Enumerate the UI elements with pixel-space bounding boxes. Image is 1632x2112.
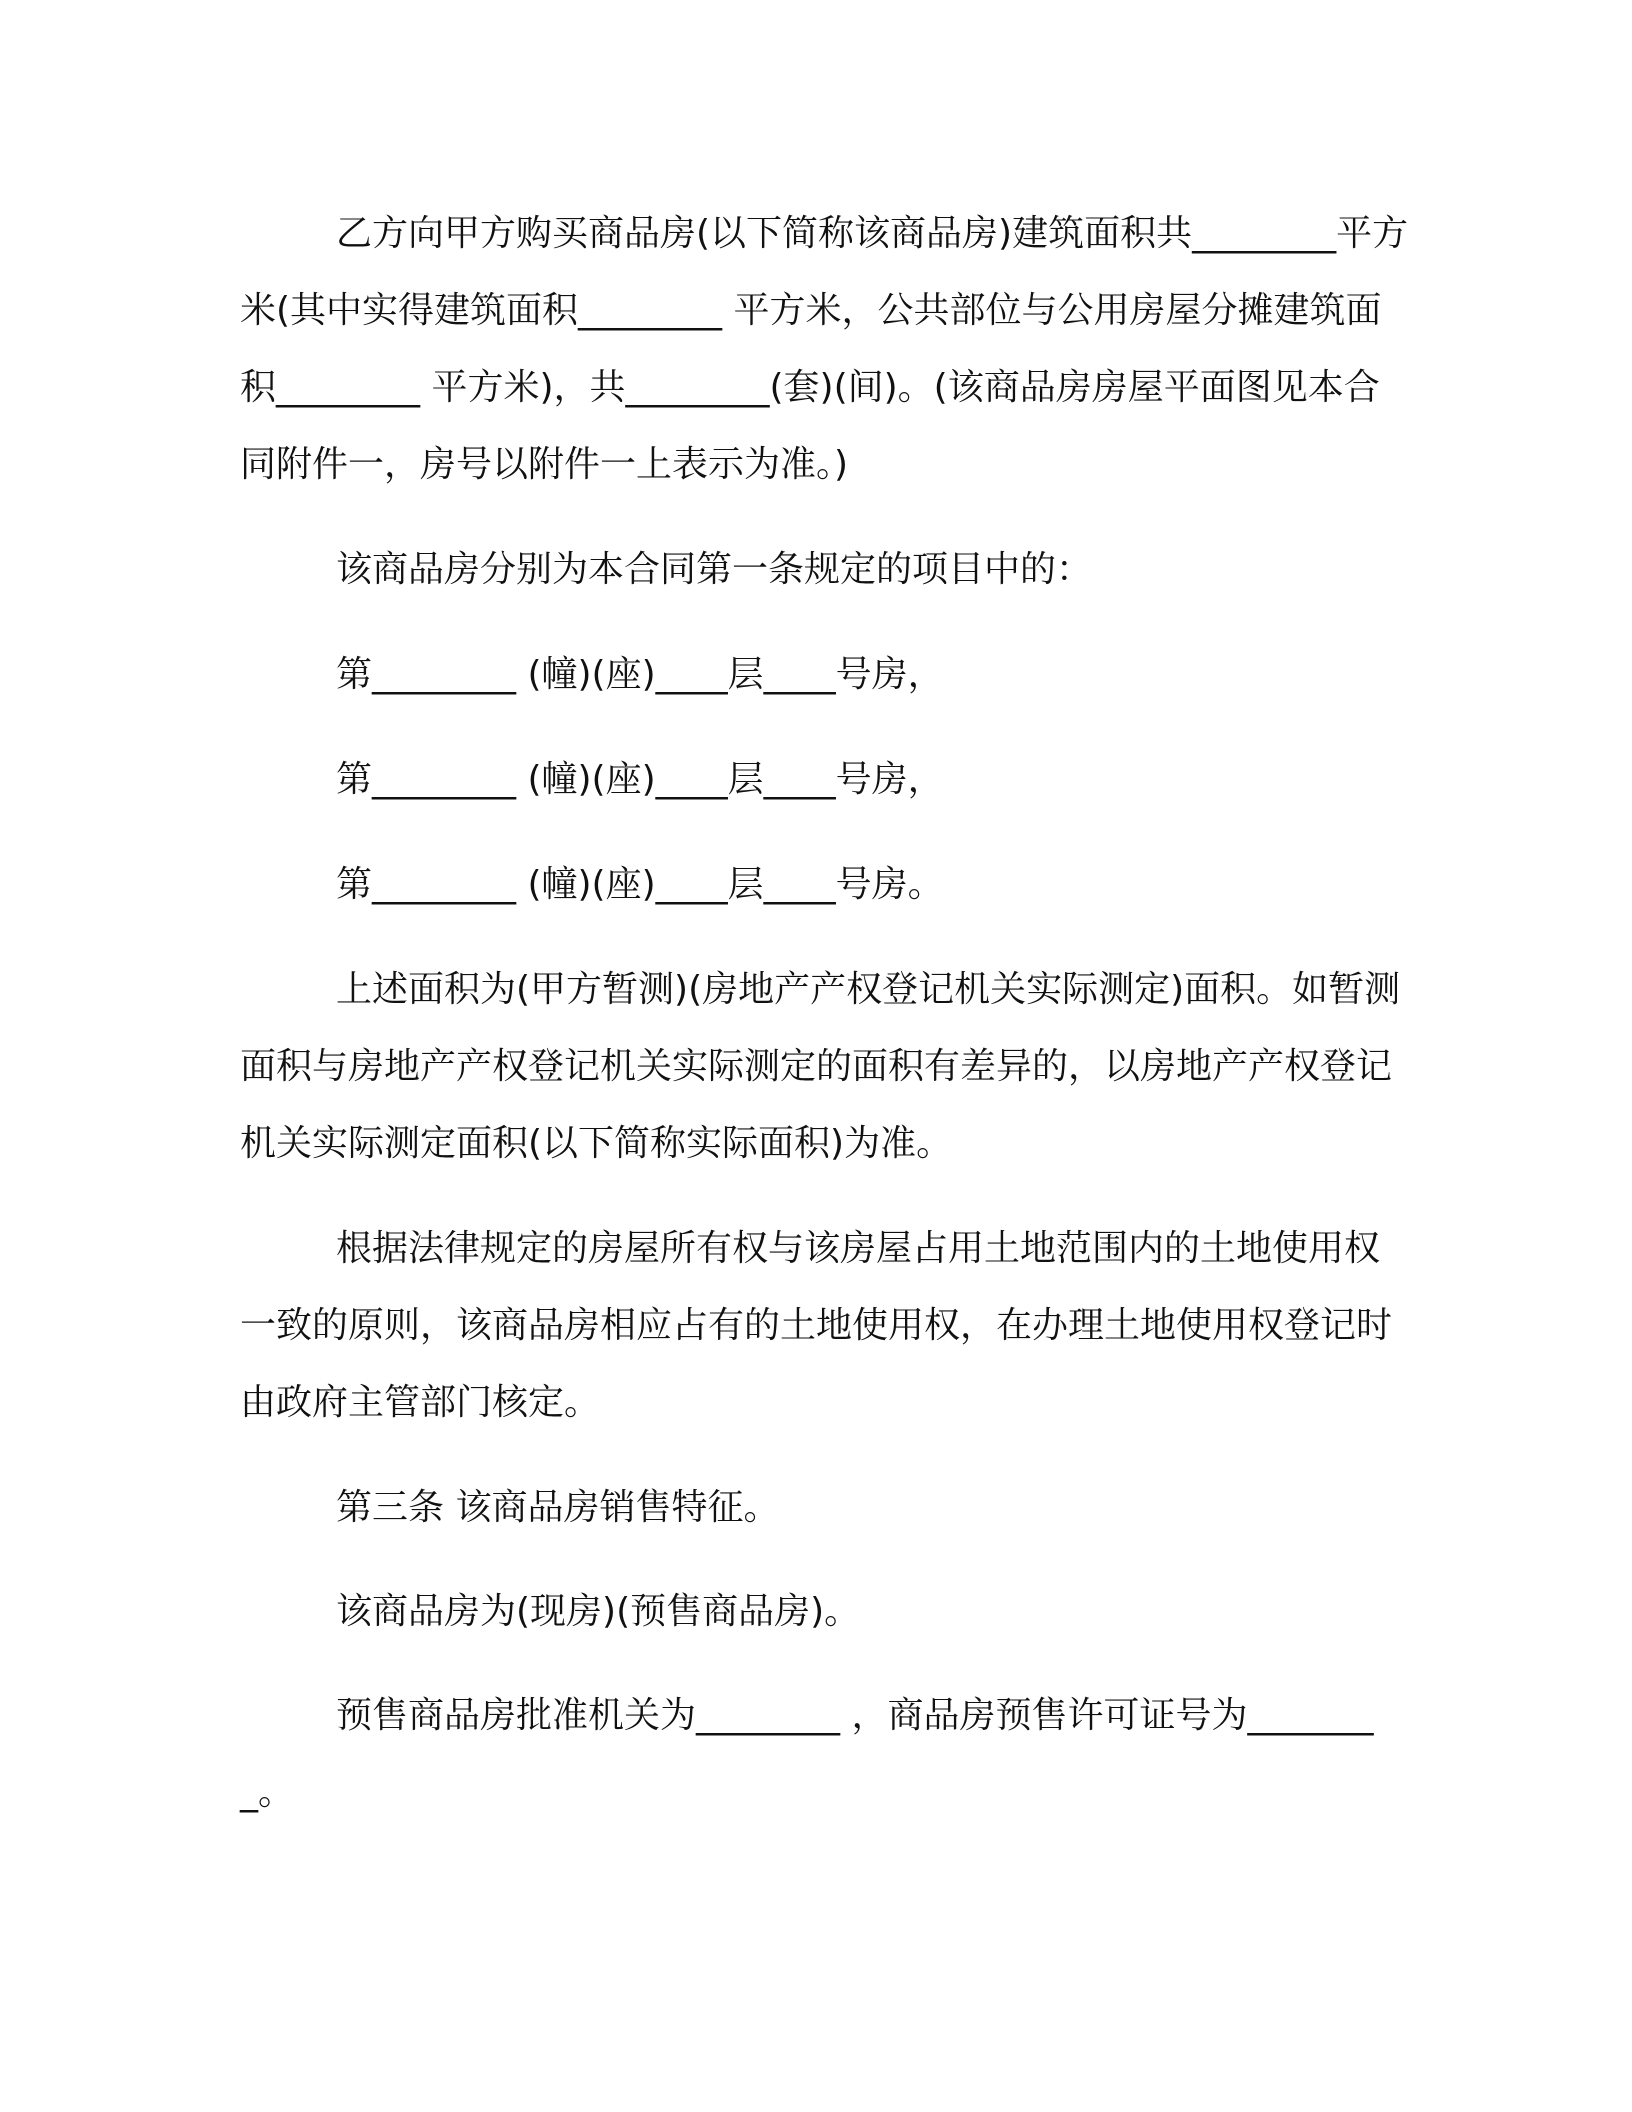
paragraph-unit-1: 第________ (幢)(座)____层____号房， <box>336 654 944 695</box>
paragraph-sale-type: 该商品房为(现房)(预售商品房)。 <box>336 1591 861 1632</box>
paragraph-land-use-rights: 根据法律规定的房屋所有权与该房屋占用土地范围内的土地使用权一致的原则，该商品房相应占有的土地使用权，在办理土地使用权登记时由政府主管部门核定。 <box>240 1228 1393 1423</box>
paragraph-unit-intro: 该商品房分别为本合同第一条规定的项目中的： <box>336 549 1093 590</box>
paragraph-unit-2: 第________ (幢)(座)____层____号房， <box>336 759 944 800</box>
paragraph-purchase-area: 乙方向甲方购买商品房(以下简称该商品房)建筑面积共________平方米(其中实得建筑面积________ 平方米，公共部位与公用房屋分摊建筑面积________ 平方米)，共________(套)(间)。(该商品房房屋平面图见本合同附件一，房号以附件一上表示为准。) <box>240 213 1409 485</box>
document-body <box>240 195 1410 1831</box>
paragraph-unit-3: 第________ (幢)(座)____层____号房。 <box>336 864 944 905</box>
article-three-heading: 第三条 该商品房销售特征。 <box>336 1487 780 1528</box>
paragraph-area-measurement: 上述面积为(甲方暂测)(房地产产权登记机关实际测定)面积。如暂测面积与房地产产权登记机关实际测定的面积有差异的，以房地产产权登记机关实际测定面积(以下简称实际面积)为准。 <box>240 969 1401 1164</box>
paragraph-presale-permit: 预售商品房批准机关为________ ，商品房预售许可证号为________。 <box>240 1695 1374 1813</box>
